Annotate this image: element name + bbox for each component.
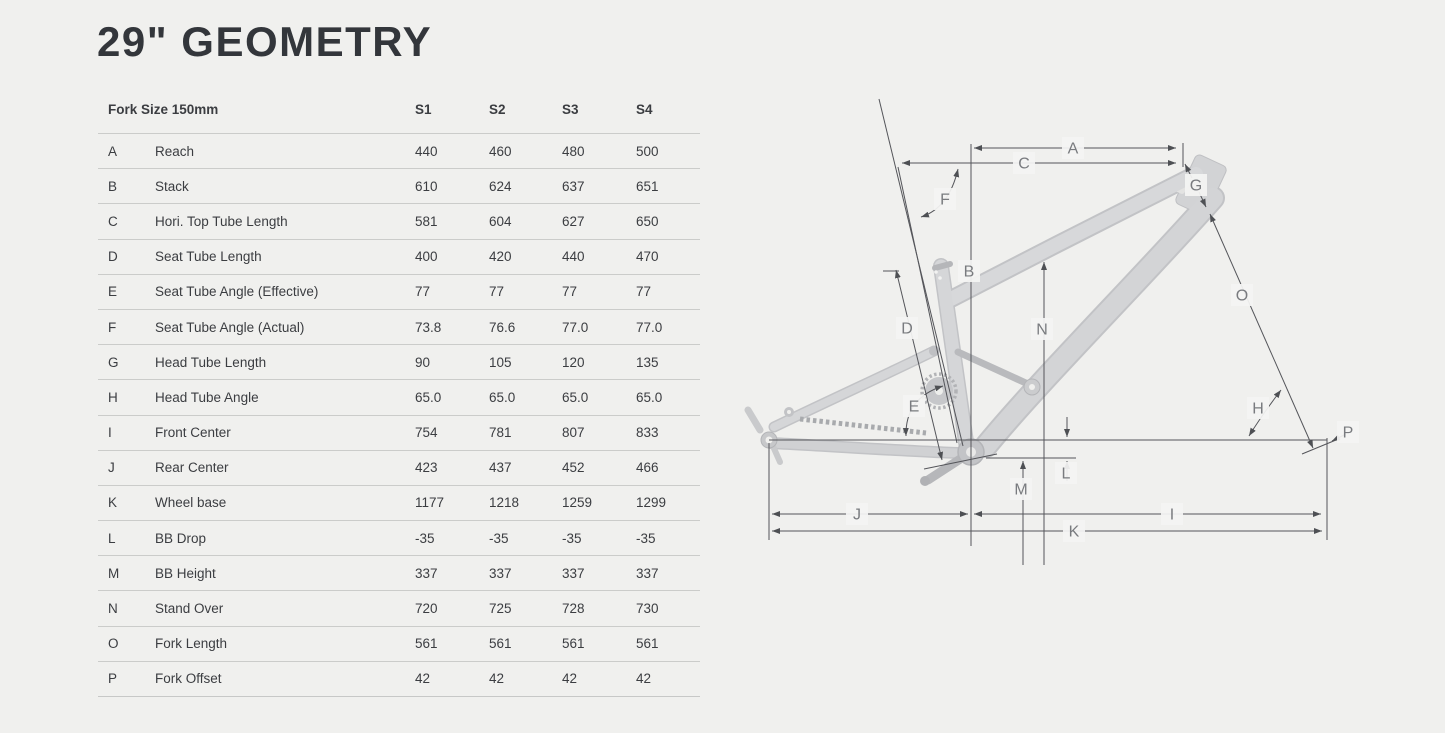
dim-label-m (1010, 478, 1032, 500)
svg-text:G: G (1189, 177, 1203, 195)
row-value: 77.0 (562, 319, 589, 335)
row-value: 77 (489, 284, 505, 300)
table-row (98, 309, 700, 344)
row-value: 65.0 (489, 389, 516, 405)
dim-label-k (1063, 520, 1085, 542)
row-value: 120 (562, 354, 585, 370)
table-row (98, 415, 700, 450)
row-value: 637 (562, 178, 585, 194)
row-value: 77 (636, 284, 652, 300)
row-value: 77 (562, 284, 578, 300)
row-letter: O (108, 636, 119, 652)
row-value: 650 (636, 213, 659, 229)
dim-label-h (1247, 397, 1269, 419)
row-value: 781 (489, 425, 512, 441)
row-label: Hori. Top Tube Length (155, 213, 288, 229)
row-value: 581 (415, 213, 438, 229)
row-letter: K (108, 495, 118, 511)
row-value: 833 (636, 425, 659, 441)
row-value: 337 (415, 565, 438, 581)
dim-label-f (934, 188, 956, 210)
row-letter: G (108, 354, 119, 370)
row-value: 460 (489, 143, 512, 159)
row-letter: C (108, 213, 118, 229)
row-value: 610 (415, 178, 438, 194)
row-value: 728 (562, 601, 585, 617)
offset-tick (1302, 440, 1336, 454)
page-title: 29" GEOMETRY (97, 18, 433, 65)
dim-label-b (958, 260, 980, 282)
row-label: Fork Length (155, 636, 228, 652)
row-label: Fork Offset (155, 671, 222, 687)
row-value: 423 (415, 460, 438, 476)
row-value: 561 (489, 636, 512, 652)
row-letter: N (108, 601, 118, 617)
row-letter: L (108, 530, 116, 546)
table-row (98, 168, 700, 203)
row-value: 1177 (415, 495, 445, 511)
row-value: -35 (562, 530, 582, 546)
table-row (98, 661, 700, 696)
row-label: Stand Over (155, 601, 224, 617)
dim-label-c (1013, 152, 1035, 174)
table-row (98, 274, 700, 309)
row-value: 627 (562, 213, 585, 229)
dim-label-l (1055, 462, 1077, 484)
row-label: Rear Center (155, 460, 229, 476)
row-value: 624 (489, 178, 512, 194)
svg-text:N: N (1036, 321, 1048, 339)
row-label: Stack (155, 178, 189, 194)
row-value: 42 (415, 671, 431, 687)
row-value: 754 (415, 425, 438, 441)
row-value: 400 (415, 249, 438, 265)
svg-text:O: O (1235, 287, 1249, 305)
row-value: 1218 (489, 495, 520, 511)
bike-frame (748, 153, 1228, 486)
row-value: 73.8 (415, 319, 442, 335)
dim-label-p (1337, 421, 1359, 443)
svg-text:B: B (963, 263, 975, 281)
dim-label-e (903, 395, 925, 417)
row-label: Seat Tube Length (155, 249, 262, 265)
row-value: 42 (489, 671, 505, 687)
row-value: 105 (489, 354, 512, 370)
row-value: 90 (415, 354, 431, 370)
row-value: 77 (415, 284, 431, 300)
row-label: Reach (155, 143, 195, 159)
dim-label-g (1185, 174, 1207, 196)
svg-text:E: E (908, 398, 920, 416)
table-row (98, 379, 700, 414)
svg-text:J: J (853, 506, 861, 524)
row-label: Seat Tube Angle (Actual) (155, 319, 305, 335)
svg-text:A: A (1067, 140, 1079, 158)
row-letter: J (108, 460, 115, 476)
table-row (98, 520, 700, 555)
seat-clamp (935, 264, 950, 268)
row-value: 725 (489, 601, 512, 617)
column-header-s1: S1 (415, 102, 432, 118)
row-value: 437 (489, 460, 512, 476)
row-label: Front Center (155, 425, 231, 441)
column-header-s4: S4 (636, 102, 653, 118)
dim-label-a (1062, 137, 1084, 159)
top-tube (951, 174, 1196, 299)
row-letter: D (108, 249, 118, 265)
svg-text:P: P (1342, 424, 1354, 442)
row-value: 480 (562, 143, 585, 159)
svg-text:K: K (1068, 523, 1080, 541)
row-value: 76.6 (489, 319, 516, 335)
row-value: -35 (489, 530, 509, 546)
row-value: 720 (415, 601, 438, 617)
row-value: -35 (415, 530, 435, 546)
table-row (98, 203, 700, 238)
row-value: 337 (489, 565, 512, 581)
table-row (98, 590, 700, 625)
column-header-s2: S2 (489, 102, 506, 118)
frame-geometry-diagram (720, 80, 1380, 580)
row-value: 440 (562, 249, 585, 265)
table-row (98, 485, 700, 520)
table-row (98, 239, 700, 274)
dim-label-d (896, 317, 918, 339)
table-row (98, 344, 700, 379)
row-letter: B (108, 178, 118, 194)
row-label: BB Height (155, 565, 216, 581)
row-value: 730 (636, 601, 659, 617)
row-value: 452 (562, 460, 585, 476)
row-value: 65.0 (636, 389, 663, 405)
row-letter: H (108, 389, 118, 405)
table-row (98, 555, 700, 590)
row-value: -35 (636, 530, 656, 546)
row-value: 420 (489, 249, 512, 265)
column-header-s3: S3 (562, 102, 579, 118)
svg-text:I: I (1169, 506, 1175, 524)
row-value: 470 (636, 249, 659, 265)
row-letter: F (108, 319, 117, 335)
svg-text:F: F (940, 191, 950, 209)
row-value: 440 (415, 143, 438, 159)
row-letter: P (108, 671, 118, 687)
dim-label-i (1161, 503, 1183, 525)
rear-dropout (748, 407, 794, 462)
row-letter: A (108, 143, 118, 159)
row-value: 651 (636, 178, 659, 194)
row-value: 1299 (636, 495, 667, 511)
table-row (98, 450, 700, 485)
column-header-fork-size: Fork Size 150mm (108, 102, 219, 118)
row-value: 77.0 (636, 319, 663, 335)
shock (958, 352, 1028, 384)
row-label: BB Drop (155, 530, 207, 546)
pivot-bolt (1029, 384, 1035, 390)
row-value: 65.0 (415, 389, 442, 405)
row-value: 604 (489, 213, 512, 229)
dimension-lines (769, 99, 1346, 565)
row-value: 135 (636, 354, 659, 370)
row-letter: M (108, 565, 120, 581)
row-letter: I (108, 425, 112, 441)
cable-port (938, 276, 942, 280)
svg-text:M: M (1014, 481, 1028, 499)
dim-label-o (1231, 284, 1253, 306)
row-value: 466 (636, 460, 659, 476)
row-value: 65.0 (562, 389, 589, 405)
dim-label-j (846, 503, 868, 525)
row-value: 561 (415, 636, 438, 652)
cable-port (934, 270, 938, 274)
svg-text:H: H (1252, 400, 1264, 418)
chain-stay (771, 443, 958, 453)
table-body (98, 133, 700, 696)
row-value: 337 (562, 565, 585, 581)
row-letter: E (108, 284, 118, 300)
svg-text:D: D (901, 320, 913, 338)
table-row (98, 133, 700, 168)
row-label: Head Tube Length (155, 354, 267, 370)
row-value: 1259 (562, 495, 593, 511)
down-tube (986, 198, 1213, 446)
svg-text:L: L (1061, 465, 1071, 483)
row-label: Seat Tube Angle (Effective) (155, 284, 319, 300)
row-label: Head Tube Angle (155, 389, 259, 405)
row-value: 42 (562, 671, 578, 687)
row-value: 42 (636, 671, 652, 687)
dim-label-n (1031, 318, 1053, 340)
row-label: Wheel base (155, 495, 227, 511)
table-header-row (98, 97, 700, 133)
row-value: 500 (636, 143, 659, 159)
table-row (98, 626, 700, 661)
svg-text:C: C (1018, 155, 1030, 173)
row-value: 561 (562, 636, 585, 652)
row-value: 807 (562, 425, 585, 441)
row-value: 561 (636, 636, 659, 652)
geometry-table (98, 97, 700, 697)
row-value: 337 (636, 565, 659, 581)
